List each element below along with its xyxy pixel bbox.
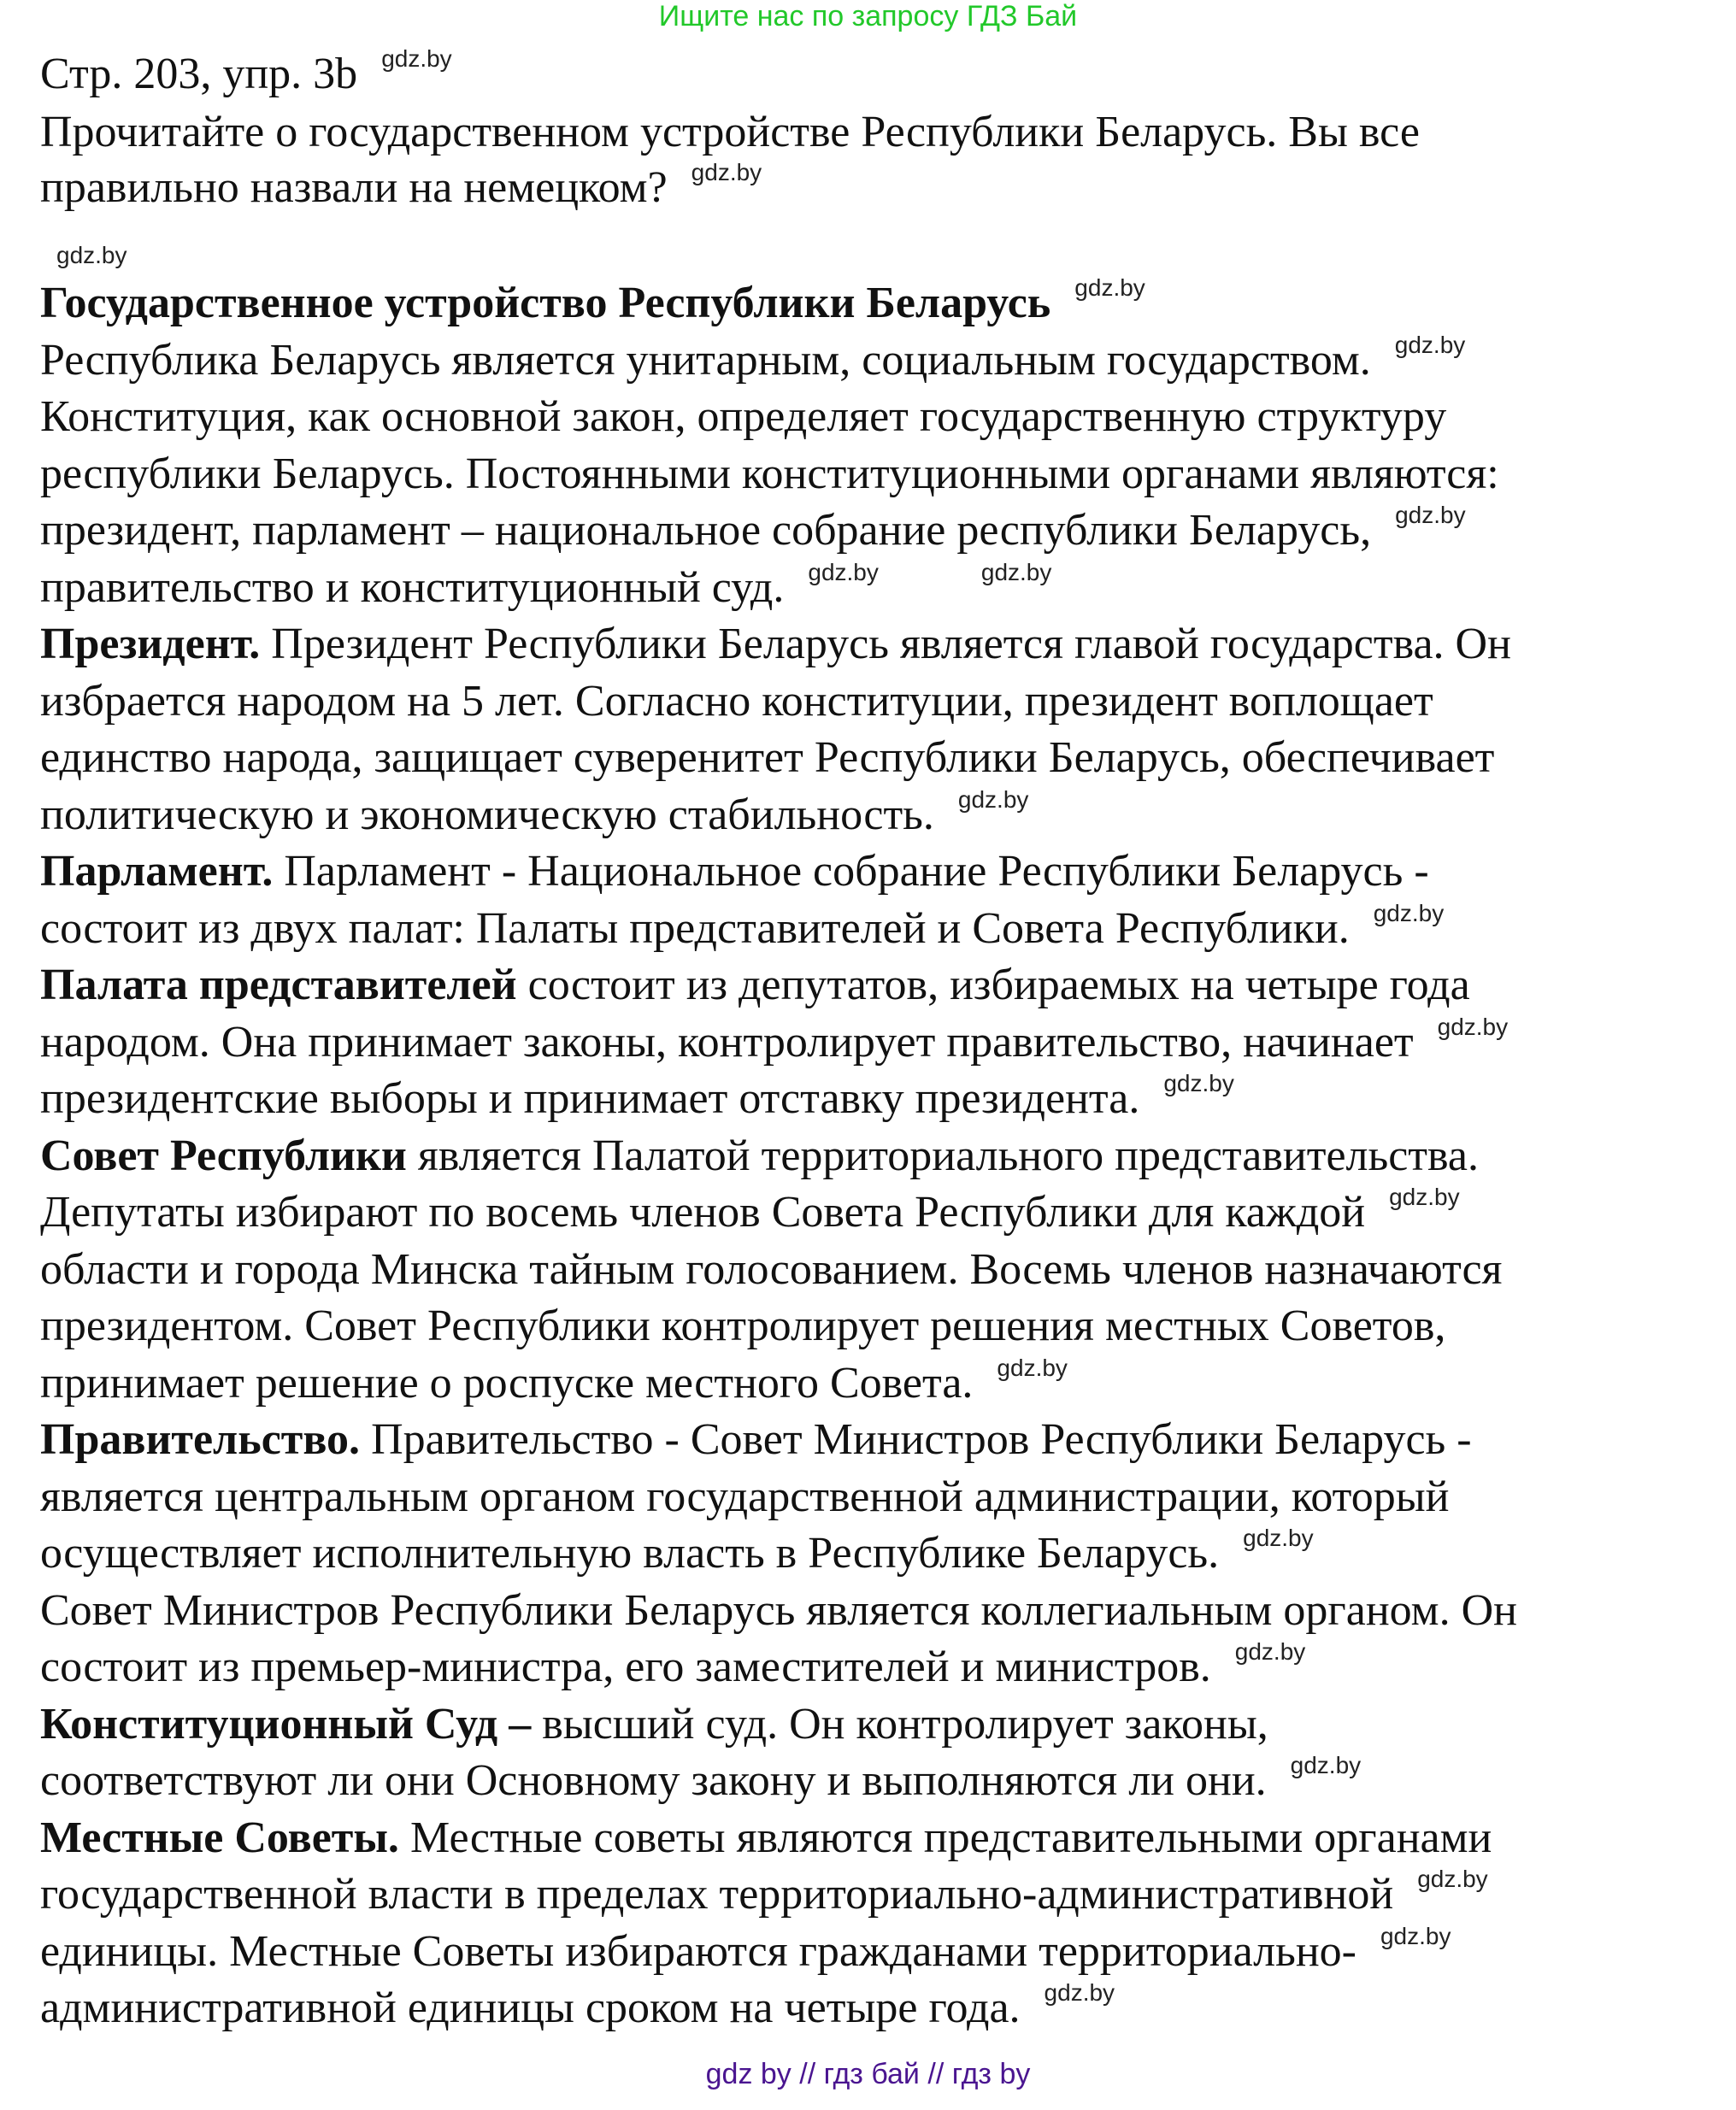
watermark: gdz.by [808, 558, 879, 585]
task-instruction-line-1: Прочитайте о государственном устройстве Республики Беларусь. Вы все [40, 108, 1420, 156]
line-text: Парламент - Национальное собрание Республики Беларусь - [273, 847, 1429, 896]
text-line [40, 730, 1494, 786]
line-text: республики Беларусь. Постоянными конституционными органами являются: [40, 449, 1499, 498]
task-instruction-line-2 [40, 160, 762, 216]
line-text: высший суд. Он контролирует законы, [531, 1699, 1268, 1749]
watermark: gdz.by [1417, 1866, 1488, 1892]
watermark: gdz.by [980, 558, 1052, 585]
line-text: президентские выборы и принимает отставку президента. [40, 1074, 1140, 1123]
task-instruction-text: правильно назвали на немецком? [40, 163, 668, 212]
watermark: gdz.by [957, 785, 1029, 813]
text-line [40, 616, 1511, 673]
line-text: народом. Она принимает законы, контролирует правительство, начинает [40, 1017, 1414, 1067]
bold-term: Местные Советы. [40, 1813, 399, 1862]
text-line [40, 1639, 1305, 1696]
text-line [40, 1128, 1479, 1184]
text-line [40, 1696, 1268, 1753]
text-line [40, 332, 1465, 389]
bold-term: Палата представителей [40, 961, 517, 1009]
text-line [40, 446, 1499, 503]
exercise-text: Стр. 203, упр. 3b [40, 50, 358, 98]
watermark: gdz.by [1380, 1922, 1451, 1949]
search-hint-banner: Ищите нас по запросу ГДЗ Бай [658, 0, 1078, 32]
line-text: президентом. Совет Республики контролирует решения местных Советов, [40, 1302, 1446, 1350]
text-line [40, 787, 1028, 843]
text-line [40, 1014, 1508, 1071]
text-line [40, 389, 1446, 445]
bold-term: Совет Республики [40, 1131, 407, 1180]
line-text: государственной власти в пределах территориально-административной [40, 1870, 1394, 1919]
text-line [40, 1980, 1115, 2037]
text-line [40, 957, 1470, 1014]
line-text: Республика Беларусь является унитарным, социальным государством. [40, 335, 1371, 385]
watermark: gdz.by [1395, 502, 1466, 528]
line-text: президент, парламент – национальное собрание республики Беларусь, [40, 506, 1372, 555]
text-line [40, 1924, 1451, 1980]
watermark: gdz.by [1044, 1979, 1115, 2006]
text-line [40, 503, 1466, 559]
line-text: принимает решение о роспуске местного Совета. [40, 1358, 974, 1408]
text-line [40, 1355, 1068, 1412]
watermark: gdz.by [997, 1354, 1068, 1381]
line-text: Конституция, как основной закон, определяет государственную структуру [40, 392, 1447, 441]
bold-term: Парламент. [40, 847, 274, 896]
line-text: состоит из премьер-министра, его заместителей и министров. [40, 1643, 1211, 1691]
line-text: правительство и конституционный суд. [40, 562, 785, 612]
text-line [40, 1866, 1488, 1923]
line-text: является центральным органом государственной администрации, который [40, 1472, 1450, 1521]
watermark: gdz.by [1074, 274, 1145, 301]
footer-banner: gdz by // гдз бай // гдз by [705, 2058, 1031, 2090]
line-text: является Палатой территориального представительства. [406, 1131, 1479, 1180]
text-line [40, 560, 1051, 616]
line-text: Правительство - Совет Министров Республики Беларусь - [360, 1415, 1472, 1464]
watermark: gdz.by [56, 242, 127, 268]
line-text: состоит из депутатов, избираемых на четыре года [516, 961, 1470, 1009]
watermark: gdz.by [691, 159, 762, 185]
line-text: осуществляет исполнительную власть в Республике Беларусь. [40, 1529, 1220, 1578]
text-line [40, 1242, 1502, 1298]
watermark: gdz.by [1243, 1525, 1314, 1551]
line-text: единицы. Местные Советы избираются гражданами территориально- [40, 1926, 1356, 1976]
text-line [40, 843, 1429, 900]
line-text: Депутаты избирают по восемь членов Совета Республики для каждой [40, 1188, 1366, 1237]
watermark: gdz.by [1163, 1070, 1234, 1096]
line-text: Местные советы являются представительными органами [398, 1813, 1492, 1862]
bold-term: Конституционный Суд – [40, 1699, 532, 1749]
text-line [40, 1583, 1517, 1639]
watermark: gdz.by [1373, 899, 1445, 926]
line-text: состоит из двух палат: Палаты представителей и Совета Республики. [40, 903, 1350, 953]
section-heading [40, 275, 1145, 332]
watermark: gdz.by [381, 45, 452, 72]
text-line [40, 673, 1433, 730]
line-text: Совет Министров Республики Беларусь является коллегиальным органом. Он [40, 1585, 1517, 1635]
line-text: области и города Минска тайным голосованием. Восемь членов назначаются [40, 1244, 1503, 1294]
text-line [40, 1810, 1492, 1866]
text-line [40, 1184, 1460, 1241]
text-line [40, 1412, 1472, 1468]
watermark: gdz.by [1394, 331, 1466, 358]
line-text: единство народа, защищает суверенитет Республики Беларусь, обеспечивает [40, 733, 1495, 782]
bold-term: Правительство. [40, 1415, 361, 1464]
text-line [40, 1071, 1234, 1127]
watermark: gdz.by [1437, 1013, 1509, 1040]
text-line [40, 901, 1444, 957]
bold-term: Президент. [40, 620, 261, 668]
line-text: избрается народом на 5 лет. Согласно конституции, президент воплощает [40, 676, 1433, 726]
watermark: gdz.by [1290, 1752, 1362, 1778]
line-text: административной единицы сроком на четыре года. [40, 1984, 1021, 2032]
text-line [40, 1298, 1445, 1355]
text-line [40, 1469, 1450, 1525]
exercise-reference [40, 46, 452, 103]
text-line [40, 1525, 1314, 1582]
line-text: политическую и экономическую стабильность. [40, 790, 934, 839]
text-line [40, 1753, 1361, 1809]
watermark: gdz.by [1389, 1184, 1460, 1210]
bold-term: Государственное устройство Республики Беларусь [40, 279, 1051, 327]
watermark: gdz.by [1234, 1638, 1306, 1665]
line-text: Президент Республики Беларусь является главой государства. Он [260, 620, 1511, 668]
line-text: соответствуют ли они Основному закону и выполняются ли они. [40, 1756, 1267, 1805]
